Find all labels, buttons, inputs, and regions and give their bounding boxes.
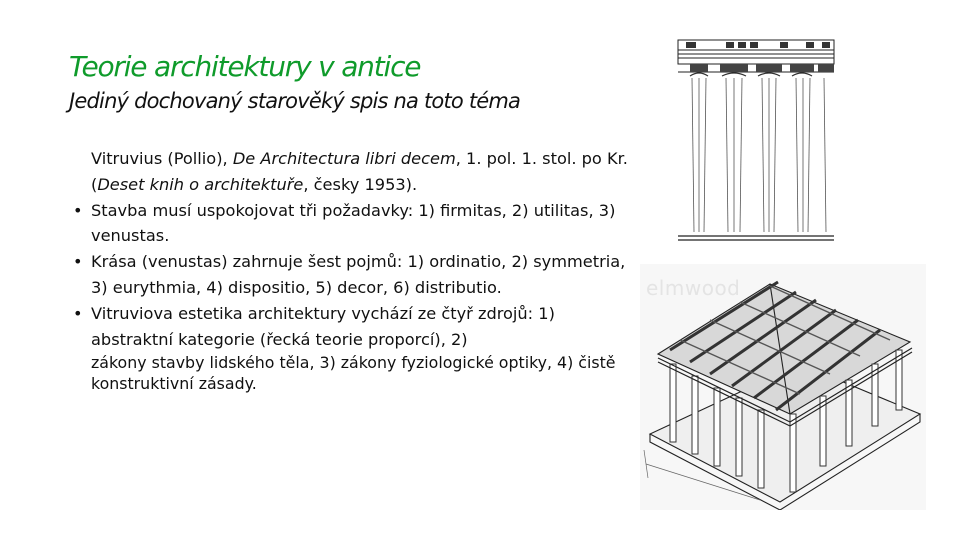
text-run: , 1. pol. 1. stol. po Kr. ( <box>91 149 628 194</box>
text-run: Vitruvius <box>91 149 163 168</box>
text-run: (Pollio), <box>162 149 233 168</box>
paragraph-text <box>91 198 633 250</box>
figure-watermark: elmwood <box>646 276 741 300</box>
text-run: Krása (venustas) zahrnuje šest pojmů: 1) ordinatio, 2) symmetria, 3) eurythmia, 4) dispositio, 5) decor, 6) distributio. <box>91 252 626 297</box>
text-run: Stavba musí uspokojovat tři požadavky: 1) firmitas, 2) utilitas, 3) venustas. <box>91 200 616 246</box>
paragraph <box>73 249 633 301</box>
bullet-marker <box>73 146 91 198</box>
text-content <box>73 146 633 394</box>
temple-roof-structure-drawing-icon <box>640 264 926 510</box>
paragraph <box>73 301 633 395</box>
paragraph <box>73 146 633 198</box>
paragraph-text <box>91 249 633 301</box>
text-run: De Architectura libri decem <box>232 149 456 168</box>
paragraph-text <box>91 146 633 198</box>
text-run: zákony stavby lidského těla, 3) zákony fyziologické optiky, 4) čistě konstruktivní zásady. <box>91 353 616 394</box>
bullet-marker: • <box>73 252 83 272</box>
text-run: Vitruviova estetika architektury vychází ze čtyř zdrojů: 1) abstraktní kategorie (řecká teorie proporcí), 2) <box>91 303 555 349</box>
paragraph <box>73 198 633 250</box>
paragraph-text <box>91 301 633 395</box>
slide-subtitle: Jediný dochovaný starověký spis na toto téma <box>69 89 521 113</box>
text-run: , česky 1953). <box>303 174 418 194</box>
bullet-marker: • <box>73 200 83 220</box>
bullet-marker: • <box>73 303 83 323</box>
column-orders-drawing-icon <box>676 36 836 242</box>
slide-title: Teorie architektury v antice <box>69 50 421 83</box>
text-run: Deset knih o architektuře <box>97 174 304 194</box>
